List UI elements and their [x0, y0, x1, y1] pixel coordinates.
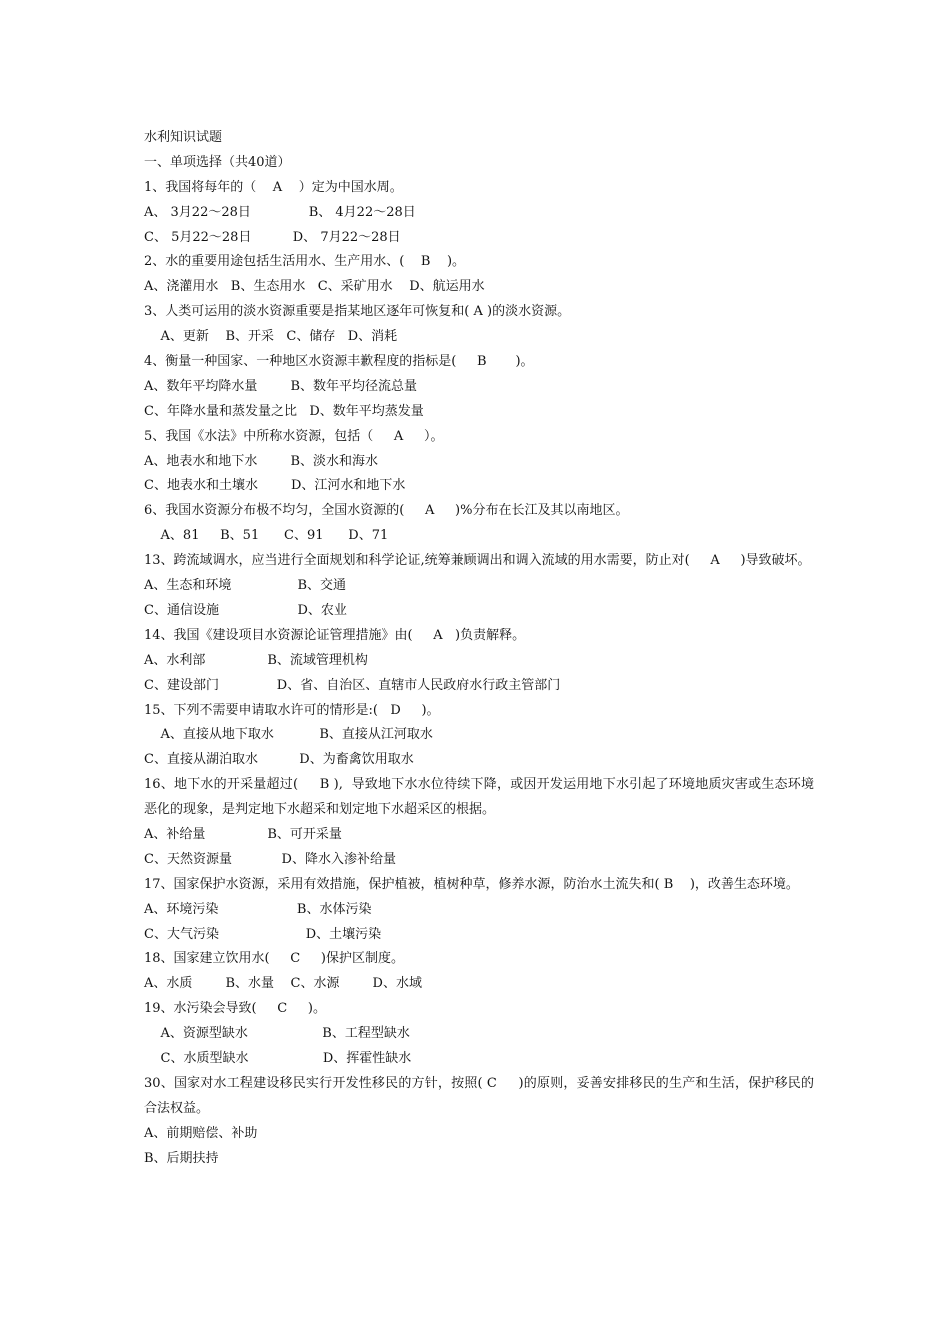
- text-line: C、直接从湖泊取水 D、为畜禽饮用取水: [144, 752, 414, 768]
- text-line: C、通信设施 D、农业: [144, 602, 347, 618]
- text-line: 19、水污染会导致( C )。: [144, 1001, 326, 1017]
- text-line: A、水利部 B、流域管理机构: [144, 652, 368, 668]
- text-line: C、水质型缺水 D、挥霍性缺水: [144, 1051, 412, 1067]
- text-line: A、资源型缺水 B、工程型缺水: [144, 1026, 410, 1042]
- text-line: C、年降水量和蒸发量之比 D、数年平均蒸发量: [144, 403, 424, 419]
- text-line: A、补给量 B、可开采量: [144, 826, 342, 842]
- text-line: 6、我国水资源分布极不均匀，全国水资源的( A )%分布在长江及其以南地区。: [144, 503, 629, 519]
- text-line: 5、我国《水法》中所称水资源，包括（ A ）。: [144, 428, 444, 444]
- text-line: C、大气污染 D、土壤污染: [144, 926, 382, 942]
- text-line: A、环境污染 B、水体污染: [144, 901, 372, 917]
- text-line: A、数年平均降水量 B、数年平均径流总量: [144, 378, 418, 394]
- text-line: C、建设部门 D、省、自治区、直辖市人民政府水行政主管部门: [144, 677, 561, 693]
- text-line: B、后期扶持: [144, 1150, 219, 1166]
- text-line: C、 5月22～28日 D、 7月22～28日: [144, 229, 401, 245]
- text-line: 15、下列不需要申请取水许可的情形是:( D )。: [144, 702, 440, 718]
- text-line: 13、跨流域调水，应当进行全面规划和科学论证,统筹兼顾调出和调入流域的用水需要，防止对( A )导致破坏。: [144, 553, 811, 569]
- text-line: 2、水的重要用途包括生活用水、生产用水、( B )。: [144, 254, 466, 270]
- text-line: C、天然资源量 D、降水入渗补给量: [144, 851, 396, 867]
- text-line: C、地表水和土壤水 D、江河水和地下水: [144, 478, 406, 494]
- text-line: 30、国家对水工程建设移民实行开发性移民的方针，按照( C )的原则，妥善安排移民的生产和生活，保护移民的合法权益。: [144, 1075, 814, 1116]
- text-line: 16、地下水的开采量超过( B ), 导致地下水水位待续下降，或因开发运用地下水引起了环境地质灾害或生态环境恶化的现象，是判定地下水超采和划定地下水超采区的根据。: [144, 777, 814, 818]
- text-line: A、水质 B、水量 C、水源 D、水域: [144, 976, 422, 992]
- text-line: A、更新 B、开采 C、储存 D、消耗: [144, 329, 398, 345]
- text-line: 18、国家建立饮用水( C )保护区制度。: [144, 951, 404, 967]
- text-line: 3、人类可运用的淡水资源重要是指某地区逐年可恢复和( A )的淡水资源。: [144, 304, 571, 320]
- text-line: 一、单项选择（共40道）: [144, 154, 291, 170]
- text-line: 水利知识试题: [144, 130, 223, 145]
- text-line: 14、我国《建设项目水资源论证管理措施》由( A )负责解释。: [144, 627, 526, 643]
- text-line: A、前期赔偿、补助: [144, 1125, 258, 1141]
- text-line: 17、国家保护水资源，采用有效措施，保护植被，植树种草，修养水源，防治水土流失和( B )，改善生态环境。: [144, 876, 799, 892]
- text-line: A、 3月22～28日 B、 4月22～28日: [144, 204, 416, 220]
- text-line: A、浇灌用水 B、生态用水 C、采矿用水 D、航运用水: [144, 279, 485, 295]
- text-line: 4、衡量一种国家、一种地区水资源丰歉程度的指标是( B )。: [144, 354, 534, 370]
- text-line: A、生态和环境 B、交通: [144, 578, 347, 594]
- text-line: A、地表水和地下水 B、淡水和海水: [144, 453, 379, 469]
- text-line: 1、我国将每年的（ A ）定为中国水周。: [144, 179, 403, 195]
- text-line: A、81 B、51 C、91 D、71: [144, 528, 389, 544]
- text-line: A、直接从地下取水 B、直接从江河取水: [144, 727, 433, 743]
- document-body: [144, 126, 814, 1172]
